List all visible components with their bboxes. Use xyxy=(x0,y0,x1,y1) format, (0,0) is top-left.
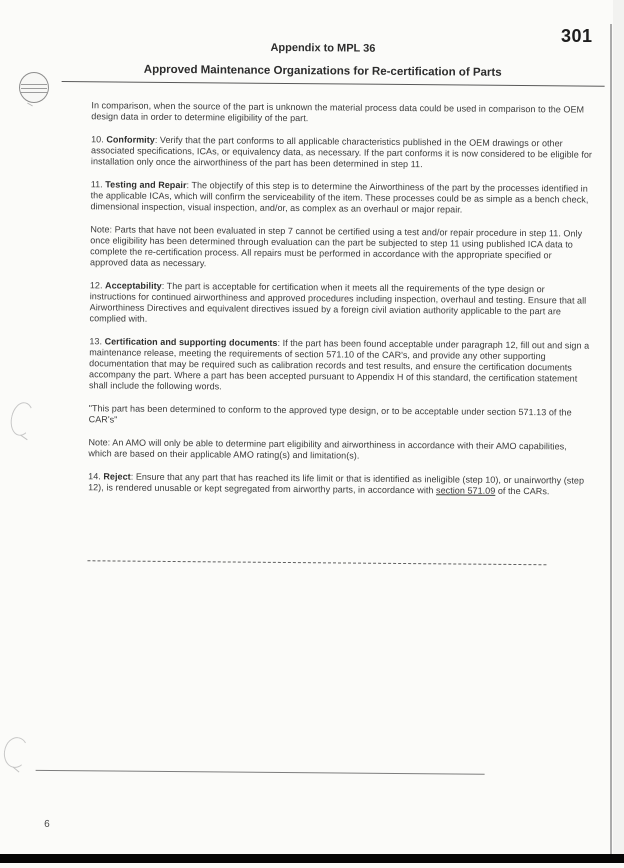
document-body xyxy=(88,100,593,509)
page-title: Approved Maintenance Organizations for Re-certification of Parts xyxy=(143,63,502,79)
item-body: : If the part has been found acceptable under paragraph 12, fill out and sign a maintenance release, meeting the requirements of section 571.10 of the CAR's, and provide any other supporting documentation that may be required such as calibration records and test results, and ensure the certification documents accompany the part. Where a part has been accepted pursuant to Appendix H of this standard, the certification statement shall include the following words. xyxy=(88,337,590,392)
item-body: : Verify that the part conforms to all applicable characteristics published in the OEM drawings or other associated specifications, ICAs, or equivalency data, as necessary. If the part conforms it is now considered to be eligible for installation only once the airworthiness of the part has been determined in step 11. xyxy=(90,134,593,170)
page-number-bottom: 6 xyxy=(44,818,50,830)
item-lead: Reject xyxy=(103,471,131,482)
item-number: 12. xyxy=(89,280,106,291)
paragraph-item-14 xyxy=(88,471,589,497)
title-underline xyxy=(62,81,605,87)
item-body: : The part is acceptable for certification when it meets all the requirements of the type design or instructions for continued airworthiness and approved procedures including inspection, overhaul and testing. Ensure that all Airworthiness Directives and equivalent directives issued by a foreign civil aviation authority applicable to the part are complied with. xyxy=(89,280,587,324)
item-number: 14. xyxy=(88,471,104,482)
paragraph-note-step7: Note: Parts that have not been evaluated in step 7 cannot be certified using a test and/or repair procedure in step 11. Only once eligibility has been determined through evaluation can the part be subjected to step 11 using published ICA data to complete the re-certification process. All repairs must be performed in accordance with the appropriate specified or approved data as necessary. xyxy=(90,224,583,269)
item-body: : The objectify of this step is to determine the Airworthiness of the part by the processes identified in the applicable ICAs, which will confirm the serviceability of the item. These processes could be as simple as a bench check, dimensional inspection, visual inspection, and/or, as complex as an overhaul or major repair. xyxy=(90,180,589,215)
paragraph-item-12 xyxy=(90,280,591,328)
item-reference-underlined: section 571.09 xyxy=(436,485,496,496)
item-lead: Testing and Repair xyxy=(105,179,187,191)
item-number: 13. xyxy=(89,336,105,347)
dashed-divider xyxy=(87,560,546,565)
item-body-tail: of the CARs. xyxy=(495,485,550,497)
paragraph-intro: In comparison, when the source of the part is unknown the material process data could be used in comparison to the OEM design data in order to determine eligibility of the part. xyxy=(91,100,585,124)
footer-rule xyxy=(36,770,485,775)
paragraph-note-amo: Note: An AMO will only be able to determine part eligibility and airworthiness in accordance with their AMO capabilities, which are based on their applicable AMO rating(s) and limitation(s). xyxy=(88,437,567,461)
item-body: : Ensure that any part that has reached its life limit or that is identified as ineligible (step 10), or unairworthy (step 12), is rendered unusable or kept segregated from airworthy parts, in accordance with xyxy=(88,471,585,496)
item-number: 11. xyxy=(90,179,106,190)
item-lead: Certification and supporting documents xyxy=(104,336,278,348)
appendix-header: Appendix to MPL 36 xyxy=(270,41,376,55)
item-lead: Conformity xyxy=(106,134,155,145)
item-number: 10. xyxy=(91,134,107,145)
paragraph-certification-quote: "This part has been determined to conform to the approved type design, or to be acceptable under section 571.13 of the CAR's" xyxy=(88,403,572,425)
paragraph-item-11 xyxy=(90,179,591,216)
paragraph-item-10 xyxy=(91,134,592,171)
item-lead: Acceptability xyxy=(105,280,162,291)
paragraph-item-13 xyxy=(89,336,590,395)
page-number-top: 301 xyxy=(561,26,593,46)
